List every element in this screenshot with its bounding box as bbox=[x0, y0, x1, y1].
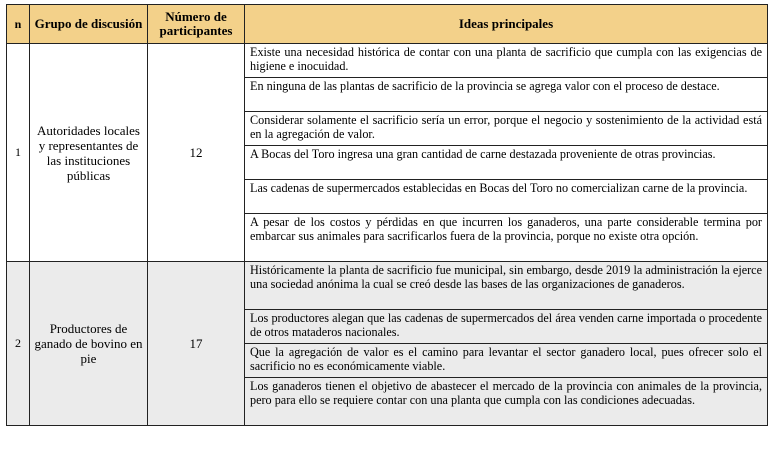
row-number: 2 bbox=[7, 262, 30, 426]
header-numero: Número de participantes bbox=[148, 5, 245, 44]
group-name: Autoridades locales y representantes de las instituciones públicas bbox=[30, 44, 148, 262]
cut-off-caption-remnant bbox=[0, 0, 774, 3]
idea-cell: Históricamente la planta de sacrificio fue municipal, sin embargo, desde 2019 la administración la ejerce una sociedad anónima la cual se creó desde las bases de las organizaciones de ganaderos. bbox=[245, 262, 768, 310]
idea-cell: Que la agregación de valor es el camino para levantar el sector ganadero local, pues ofrecer solo el sacrificio no es económicamente viable. bbox=[245, 344, 768, 378]
table-header-row bbox=[7, 5, 768, 44]
idea-cell: Considerar solamente el sacrificio sería un error, porque el negocio y sostenimiento de la actividad está en la agregación de valor. bbox=[245, 112, 768, 146]
header-ideas: Ideas principales bbox=[245, 5, 768, 44]
participant-count: 17 bbox=[148, 262, 245, 426]
idea-cell: A pesar de los costos y pérdidas en que incurren los ganaderos, una parte considerable termina por embarcar sus animales para sacrificarlos fuera de la provincia, porque no existe otra opción. bbox=[245, 214, 768, 262]
focus-group-table bbox=[6, 4, 768, 426]
header-n: n bbox=[7, 5, 30, 44]
participant-count: 12 bbox=[148, 44, 245, 262]
idea-cell: Las cadenas de supermercados establecidas en Bocas del Toro no comercializan carne de la provincia. bbox=[245, 180, 768, 214]
idea-cell: Existe una necesidad histórica de contar con una planta de sacrificio que cumpla con las exigencias de higiene e inocuidad. bbox=[245, 44, 768, 78]
idea-cell: A Bocas del Toro ingresa una gran cantidad de carne destazada proveniente de otras provincias. bbox=[245, 146, 768, 180]
row-number: 1 bbox=[7, 44, 30, 262]
table-row bbox=[7, 262, 768, 310]
idea-cell: Los productores alegan que las cadenas de supermercados del área venden carne importada o procedente de otros mataderos nacionales. bbox=[245, 310, 768, 344]
idea-cell: Los ganaderos tienen el objetivo de abastecer el mercado de la provincia con animales de la provincia, pero para ello se requiere contar con una planta que cumpla con las condiciones adecuadas. bbox=[245, 378, 768, 426]
table-row bbox=[7, 44, 768, 78]
header-grupo: Grupo de discusión bbox=[30, 5, 148, 44]
group-name: Productores de ganado de bovino en pie bbox=[30, 262, 148, 426]
idea-cell: En ninguna de las plantas de sacrificio de la provincia se agrega valor con el proceso de destace. bbox=[245, 78, 768, 112]
